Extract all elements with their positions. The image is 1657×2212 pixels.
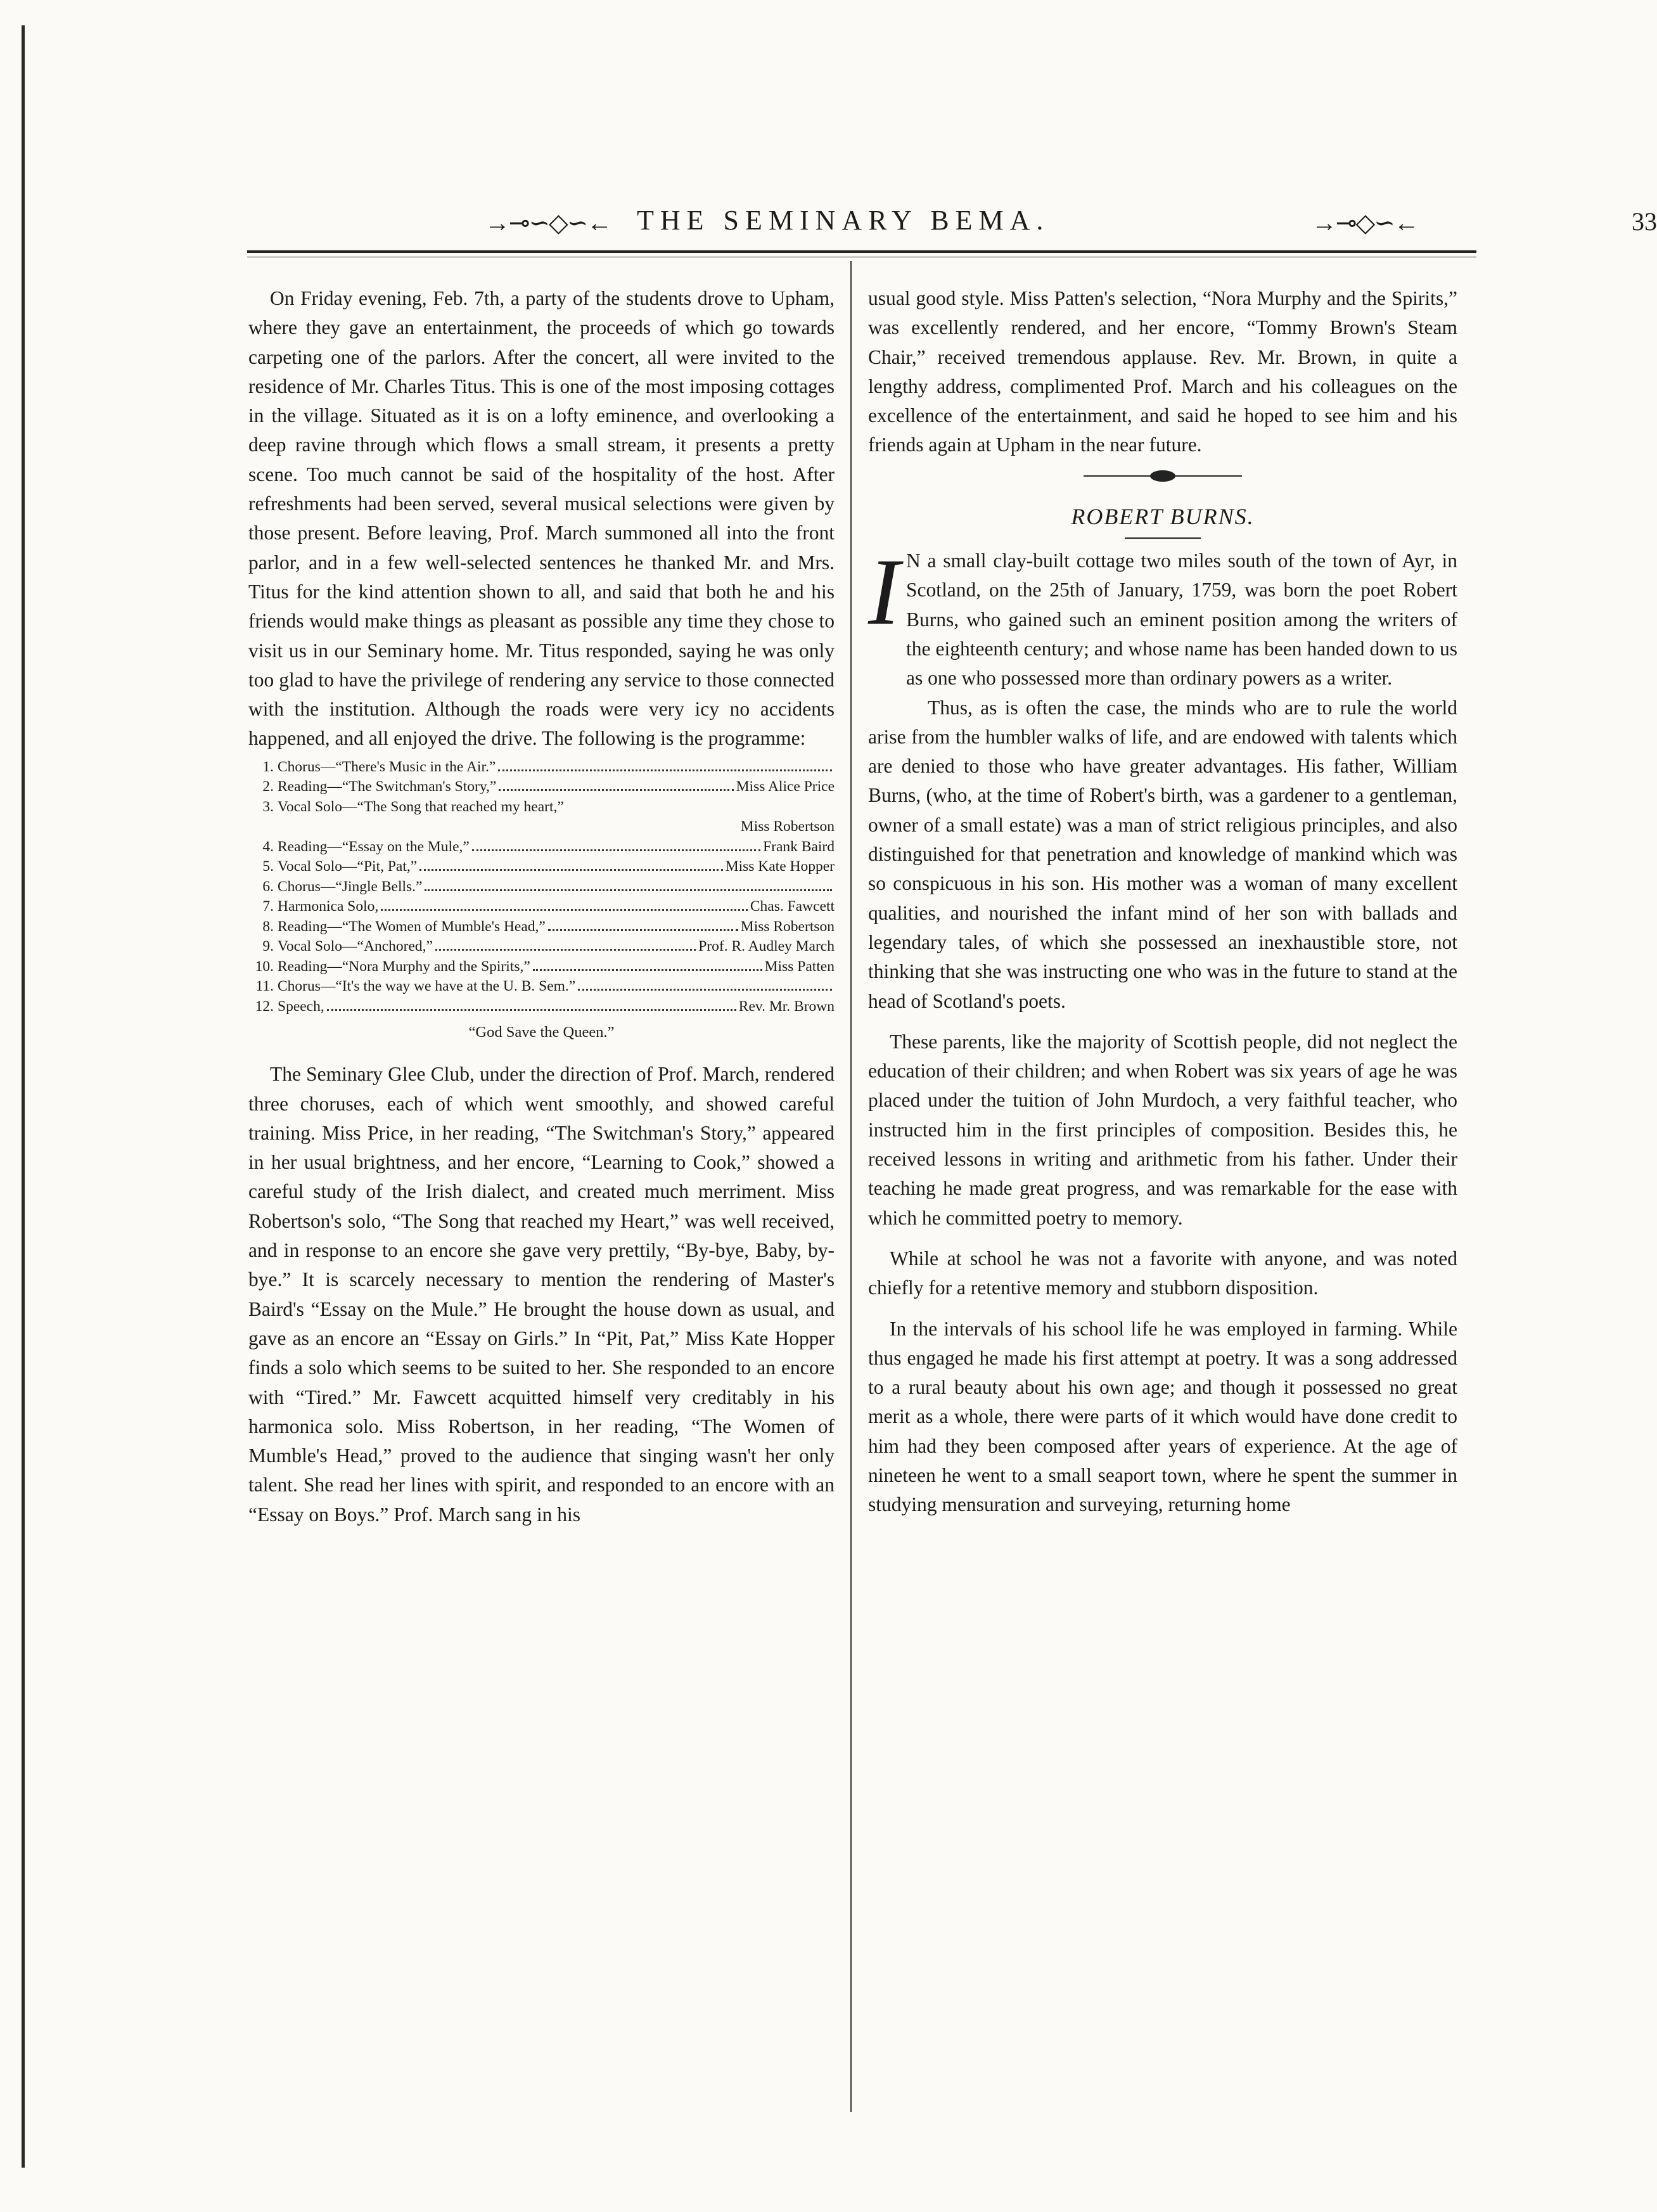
- programme-item-title: Vocal Solo—“Pit, Pat,”: [278, 858, 418, 875]
- article-paragraph-1-text: N a small clay-built cottage two miles south of the town of Ayr, in Scotland, on the 25th of January, 1759, was born the poet Robert Burns, who gained such an eminent position among the writers of the eighteenth century; and whose name has been handed down to us as one who possessed more than ordinary powers as a writer.: [906, 550, 1457, 690]
- running-head: [244, 204, 1657, 248]
- right-column: [868, 284, 1457, 1520]
- programme-item-performer: Miss Kate Hopper: [725, 858, 835, 875]
- programme-item-performer: Chas. Fawcett: [750, 898, 835, 915]
- page-number: 33: [1632, 207, 1657, 236]
- programme-list: [248, 757, 835, 1017]
- leader-dots: [472, 849, 760, 851]
- article-title: ROBERT BURNS.: [1071, 503, 1255, 529]
- leader-dots: [499, 789, 733, 791]
- programme-item-number: 11.: [255, 978, 274, 995]
- column-divider: [850, 261, 852, 2112]
- programme-item-title: Harmonica Solo,: [278, 898, 379, 915]
- leader-dots: [327, 1009, 736, 1011]
- programme-item: [248, 977, 835, 997]
- programme-item-number: 6.: [262, 878, 274, 895]
- programme-item-title: Speech,: [278, 998, 324, 1015]
- header-rule: [247, 250, 1476, 253]
- programme-item-performer: Miss Robertson: [740, 918, 835, 935]
- continuation-paragraph: usual good style. Miss Patten's selection, “Nora Murphy and the Spirits,” was excellently rendered, and her encore, “Tommy Brown's Steam Chair,” received tremendous applause. Rev. Mr. Brown, in quite a lengthy address, complimented Prof. March and his colleagues on the excellence of the entertainment, and said he hoped to see him and his friends again at Upham in the near future.: [868, 287, 1457, 456]
- article-paragraph-5: In the intervals of his school life he was employed in farming. While thus engaged he made his first attempt at poetry. It was a song addressed to a rural beauty about his own age; and though it possessed no great merit as a whole, there were parts of it which would have done credit to him had they been composed after years of experience. At the age of nineteen he went to a small seaport town, where he spent the summer in studying mensuration and surveying, returning home: [868, 1317, 1457, 1516]
- programme-item-number: 8.: [262, 918, 274, 935]
- programme-item: [248, 957, 835, 977]
- left-column: [248, 284, 835, 1529]
- programme-closing: “God Save the Queen.”: [468, 1024, 615, 1041]
- review-paragraph: The Seminary Glee Club, under the direction of Prof. March, rendered three choruses, each of which went smoothly, and showed careful training. Miss Price, in her reading, “The Switchman's Story,” appeared in her usual brightness, and her encore, “Learning to Cook,” showed a careful study of the Irish dialect, and created much merriment. Miss Robertson's solo, “The Song that reached my Heart,” was well received, and in response to an encore she gave very prettily, “By-bye, Baby, by-bye.” It is scarcely necessary to mention the rendering of Master's Baird's “Essay on the Mule.” He brought the house down as usual, and gave as an encore an “Essay on Girls.” In “Pit, Pat,” Miss Kate Hopper finds a solo which seems to be suited to her. She responded to an encore with “Tired.” Mr. Fawcett acquitted himself very creditably in his harmonica solo. Miss Robertson, in her reading, “The Women of Mumble's Head,” proved to the audience that singing wasn't her only talent. She read her lines with spirit, and responded to an encore with an “Essay on Boys.” Prof. March sang in his: [248, 1063, 835, 1526]
- drop-cap: I: [868, 539, 900, 645]
- programme-item-title: Reading—“Essay on the Mule,”: [278, 838, 470, 855]
- programme-item: [248, 897, 835, 917]
- article-paragraph-4: While at school he was not a favorite with anyone, and was noted chiefly for a retentive memory and stubborn disposition.: [868, 1247, 1457, 1299]
- programme-item-number: 2.: [262, 778, 274, 795]
- programme-item-performer: Miss Patten: [764, 958, 835, 975]
- programme-item-number: 1.: [262, 758, 274, 775]
- programme-item-number: 4.: [262, 838, 274, 855]
- programme-item-number: 5.: [262, 858, 274, 875]
- programme-item-performer: Frank Baird: [763, 838, 835, 855]
- programme-item-number: 10.: [255, 958, 274, 975]
- programme-item-title: Chorus—“Jingle Bells.”: [278, 878, 423, 895]
- programme-item-title: Vocal Solo—“The Song that reached my heart,”: [278, 798, 564, 815]
- leader-dots: [533, 969, 762, 971]
- programme-item: [248, 997, 835, 1017]
- programme-item: [248, 857, 835, 877]
- section-separator: [868, 465, 1457, 491]
- ornament-left: →⊸∽◇∽←: [485, 209, 611, 237]
- programme-item-title: Reading—“Nora Murphy and the Spirits,”: [278, 958, 530, 975]
- leader-dots: [419, 869, 722, 871]
- separator-ornament: [1150, 470, 1175, 482]
- leader-dots: [425, 889, 832, 891]
- programme-item-number: 9.: [262, 938, 274, 955]
- paragraph-gap: [868, 1303, 1457, 1315]
- article-paragraph-2: Thus, as is often the case, the minds who are to rule the world arise from the humbler walks of life, and are endowed with talents which are denied to those who have greater advantages. His father, William Burns, (who, at the time of Robert's birth, was a gardener to a gentleman, owner of a small estate) was a man of strict religious principles, and also distinguished for that penetration and knowledge of mankind which was so conspicuous in his son. His mother was a woman of many excellent qualities, and nourished the infant mind of her son with ballads and legendary tales, of which she possessed an inexhaustible store, not thinking that she was instructing one who was in the future to stand at the head of Scotland's poets.: [868, 696, 1457, 1012]
- programme-item-performer: Rev. Mr. Brown: [738, 998, 835, 1015]
- leader-dots: [435, 949, 696, 951]
- programme-item-title: Reading—“The Switchman's Story,”: [278, 778, 497, 795]
- intro-paragraph: On Friday evening, Feb. 7th, a party of the students drove to Upham, where they gave an entertainment, the proceeds of which go towards carpeting one of the parlors. After the concert, all were invited to the residence of Mr. Charles Titus. This is one of the most imposing cottages in the village. Situated as it is on a lofty eminence, and overlooking a deep ravine through which flows a small stream, it presents a pretty scene. Too much cannot be said of the hospitality of the host. After refreshments had been served, several musical selections were given by those present. Before leaving, Prof. March summoned all into the front parlor, and in a few well-selected sentences he thanked Mr. and Mrs. Titus for the kind attention shown to all, and said that both he and his friends would make things as pleasant as possible any time they chose to visit us in our Seminary home. Mr. Titus responded, saying he was only too glad to have the privilege of rendering any service to those connected with the institution. Although the roads were very icy no accidents happened, and all enjoyed the drive. The following is the programme:: [248, 287, 835, 750]
- leader-dots: [548, 929, 738, 931]
- programme-item-title: Vocal Solo—“Anchored,”: [278, 938, 433, 955]
- programme-item-performer: Prof. R. Audley March: [698, 938, 835, 955]
- title-rule: [1125, 537, 1201, 539]
- programme-item-title: Reading—“The Women of Mumble's Head,”: [278, 918, 546, 935]
- programme-item-title: Chorus—“There's Music in the Air.”: [278, 758, 496, 775]
- programme-item: [248, 797, 835, 837]
- programme-item-performer: Miss Robertson: [740, 818, 835, 835]
- programme-item: [248, 757, 835, 778]
- programme-item-number: 7.: [262, 898, 274, 915]
- programme-item-title: Chorus—“It's the way we have at the U. B. Sem.”: [278, 978, 576, 995]
- article-paragraph-1: [868, 539, 1457, 693]
- masthead-title: THE SEMINARY BEMA.: [637, 205, 1050, 236]
- leader-dots: [498, 769, 832, 771]
- programme-item: [248, 917, 835, 937]
- page-spine-edge: [22, 25, 25, 2168]
- programme-item: [248, 937, 835, 957]
- programme-item: [248, 837, 835, 858]
- leader-dots: [381, 909, 748, 911]
- programme-item: [248, 877, 835, 897]
- paragraph-gap: [868, 1016, 1457, 1027]
- article-paragraph-3: These parents, like the majority of Scottish people, did not neglect the education of their children; and when Robert was six years of age he was placed under the tuition of John Murdoch, a very faithful teacher, who instructed him in the first principles of composition. Besides this, he received lessons in writing and arithmetic from his father. Under their teaching he made great progress, and was remarkable for the ease with which he committed poetry to memory.: [868, 1030, 1457, 1229]
- programme-item-number: 12.: [255, 998, 274, 1015]
- paragraph-gap: [868, 1233, 1457, 1244]
- programme-item: [248, 777, 835, 797]
- leader-dots: [578, 989, 832, 991]
- ornament-right: →⊸◇∽←: [1312, 209, 1418, 237]
- programme-item-performer: Miss Alice Price: [736, 778, 835, 795]
- programme-item-number: 3.: [262, 798, 274, 815]
